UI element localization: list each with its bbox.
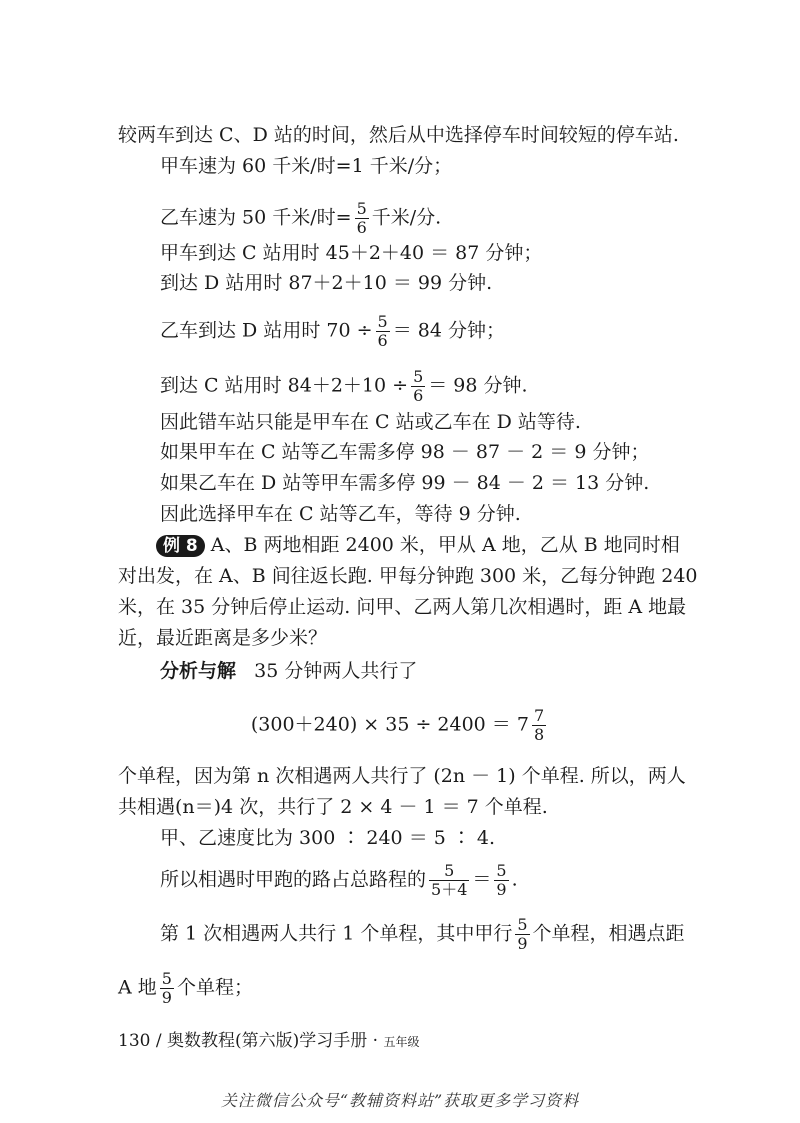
numerator: 7	[533, 706, 545, 725]
denominator: 9	[161, 988, 172, 1007]
text-segment: A、B 两地相距 2400 米，甲从 A 地，乙从 B 地同时相	[210, 534, 680, 556]
text-line: 对出发，在 A、B 间往返长跑. 甲每分钟跑 300 米，乙每分钟跑 240	[118, 565, 698, 587]
fraction	[376, 313, 390, 350]
denominator: 9	[517, 934, 528, 953]
text-segment: 乙车速为 50 千米/时=	[160, 206, 352, 229]
denominator: 8	[533, 725, 545, 744]
text-segment: ＝ 84 分钟；	[392, 319, 505, 342]
denominator: 5＋4	[431, 880, 468, 899]
denominator: 6	[377, 331, 388, 350]
text-segment: 到达 C 站用时 84＋2＋10 ÷	[160, 374, 409, 397]
numerator: 5	[517, 915, 528, 934]
text-line: 如果乙车在 D 站等甲车需多停 99 － 84 － 2 ＝ 13 分钟.	[160, 472, 650, 494]
text-segment: 个单程；	[176, 976, 253, 999]
fraction	[494, 862, 508, 899]
book-title: 奥数教程(第六版)学习手册 ·	[167, 1031, 379, 1051]
text-segment: 个单程，相遇点距	[532, 922, 685, 945]
denominator: 6	[413, 386, 424, 405]
fraction	[411, 368, 425, 405]
text-line	[160, 368, 528, 405]
denominator: 6	[356, 218, 367, 237]
text-line: 甲、乙速度比为 300 ∶ 240 ＝ 5 ∶ 4.	[160, 827, 496, 849]
footer-slash: /	[155, 1031, 162, 1051]
fraction	[532, 707, 546, 744]
text-line: 如果甲车在 C 站等乙车需多停 98 － 87 － 2 ＝ 9 分钟；	[160, 441, 650, 463]
fraction	[429, 862, 469, 899]
formula-line	[0, 707, 800, 744]
numerator: 5	[161, 969, 172, 988]
text-line	[160, 313, 505, 350]
numerator: 5	[444, 861, 455, 880]
text-segment: 35 分钟两人共行了	[254, 660, 418, 682]
text-line: 甲车速为 60 千米/时=1 千米/分；	[160, 155, 453, 177]
text-line: 到达 D 站用时 87＋2＋10 ＝ 99 分钟.	[160, 272, 493, 294]
example-header-line	[156, 533, 680, 557]
text-line: 因此选择甲车在 C 站等乙车，等待 9 分钟.	[160, 503, 521, 525]
numerator: 5	[413, 367, 424, 386]
text-segment: 千米/分.	[371, 206, 442, 229]
text-segment: 第 1 次相遇两人共行 1 个单程，其中甲行	[160, 922, 513, 945]
text-line: 共相遇(n＝)4 次，共行了 2 × 4 － 1 ＝ 7 个单程.	[118, 796, 548, 818]
fraction	[515, 916, 529, 953]
text-segment: 乙车到达 D 站用时 70 ÷	[160, 319, 373, 342]
page-number: 130	[118, 1031, 151, 1051]
denominator: 9	[496, 880, 507, 899]
numerator: 5	[377, 312, 388, 331]
fraction	[355, 200, 369, 237]
text-line: 甲车到达 C 站用时 45＋2＋40 ＝ 87 分钟；	[160, 242, 543, 264]
analysis-line	[160, 659, 417, 683]
numerator: 5	[496, 861, 507, 880]
text-line	[160, 862, 518, 899]
text-line	[160, 916, 685, 953]
text-line: 米，在 35 分钟后停止运动. 问甲、乙两人第几次相遇时，距 A 地最	[118, 596, 687, 618]
text-segment: A 地	[118, 976, 157, 999]
text-line: 近，最近距离是多少米？	[118, 627, 328, 649]
formula: (300＋240) × 35 ÷ 2400 ＝ 7	[250, 713, 529, 736]
analysis-label: 分析与解	[160, 660, 237, 682]
page-footer	[118, 1030, 420, 1053]
text-line: 较两车到达 C、D 站的时间，然后从中选择停车时间较短的停车站.	[118, 124, 679, 146]
text-segment: ＝ 98 分钟.	[428, 374, 528, 397]
grade-label: 五年级	[383, 1035, 420, 1049]
text-segment: 所以相遇时甲跑的路占总路程的	[160, 868, 427, 891]
text-segment: .	[511, 868, 518, 891]
watermark-text: 关注微信公众号“教辅资料站”获取更多学习资料	[220, 1091, 580, 1110]
example-badge: 例 8	[156, 535, 205, 557]
numerator: 5	[356, 199, 367, 218]
text-line	[160, 200, 441, 237]
text-line: 因此错车站只能是甲车在 C 站或乙车在 D 站等待.	[160, 411, 581, 433]
text-line	[118, 970, 253, 1007]
text-line: 个单程，因为第 n 次相遇两人共行了 (2n － 1) 个单程. 所以，两人	[118, 765, 686, 787]
fraction	[160, 970, 174, 1007]
text-segment: ＝	[472, 868, 492, 891]
